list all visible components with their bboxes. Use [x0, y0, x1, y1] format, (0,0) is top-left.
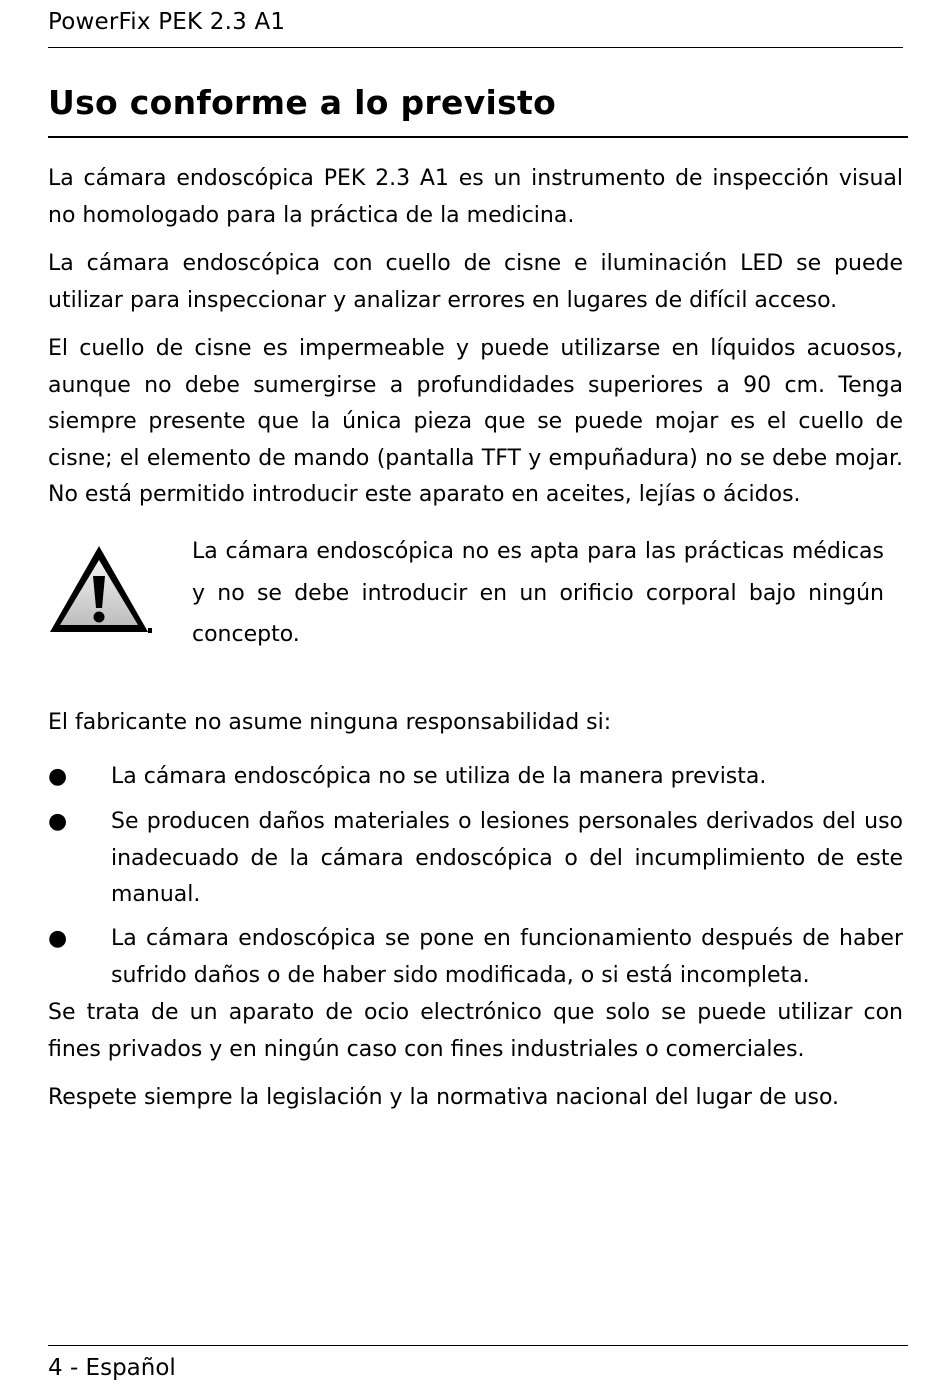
bullet-icon: ●: [48, 926, 68, 951]
paragraph-inspection: La cámara endoscópica con cuello de cisne e iluminación LED se puede utilizar para inspeccionar y analizar errores en lugares de difícil acceso.: [48, 251, 903, 313]
liability-intro: El fabricante no asume ninguna responsabilidad si:: [48, 710, 612, 735]
warning-text: La cámara endoscópica no es apta para las prácticas médicas y no se debe introducir en un orificio corporal bajo ningún concepto.: [192, 539, 884, 647]
title-rule: [48, 136, 908, 138]
paragraph-waterproof: El cuello de cisne es impermeable y puede utilizarse en líquidos acuosos, aunque no debe sumergirse a profundidades superiores a 90 cm. Tenga siempre presente que la única pieza que se puede mojar es el cuello de cisne; el elemento de mando (pantalla TFT y empuñadura) no se debe mojar. No está permitido introducir este aparato en aceites, lejías o ácidos.: [48, 336, 903, 508]
list-item-text: Se producen daños materiales o lesiones personales derivados del uso inadecuado de la cámara endoscópica o del incumplimiento de este manual.: [111, 809, 903, 908]
list-item-text: La cámara endoscópica no se utiliza de la manera prevista.: [111, 764, 767, 789]
paragraph-legislation: Respete siempre la legislación y la normativa nacional del lugar de uso.: [48, 1085, 840, 1110]
warning-triangle-icon: [44, 540, 154, 638]
bullet-icon: ●: [48, 809, 68, 834]
paragraph-intended-use: La cámara endoscópica PEK 2.3 A1 es un instrumento de inspección visual no homologado para la práctica de la medicina.: [48, 166, 903, 228]
bullet-icon: ●: [48, 764, 68, 789]
header-rule: [48, 47, 903, 48]
page-footer: 4 - Español: [48, 1355, 176, 1381]
paragraph-private-use: Se trata de un aparato de ocio electrónico que solo se puede utilizar con fines privados y en ningún caso con fines industriales o comerciales.: [48, 1000, 903, 1062]
running-header: PowerFix PEK 2.3 A1: [48, 9, 286, 35]
section-title: Uso conforme a lo previsto: [48, 83, 557, 122]
footer-rule: [48, 1345, 908, 1346]
list-item-text: La cámara endoscópica se pone en funcionamiento después de haber sufrido daños o de haber sido modificada, o si está incompleta.: [111, 926, 903, 988]
